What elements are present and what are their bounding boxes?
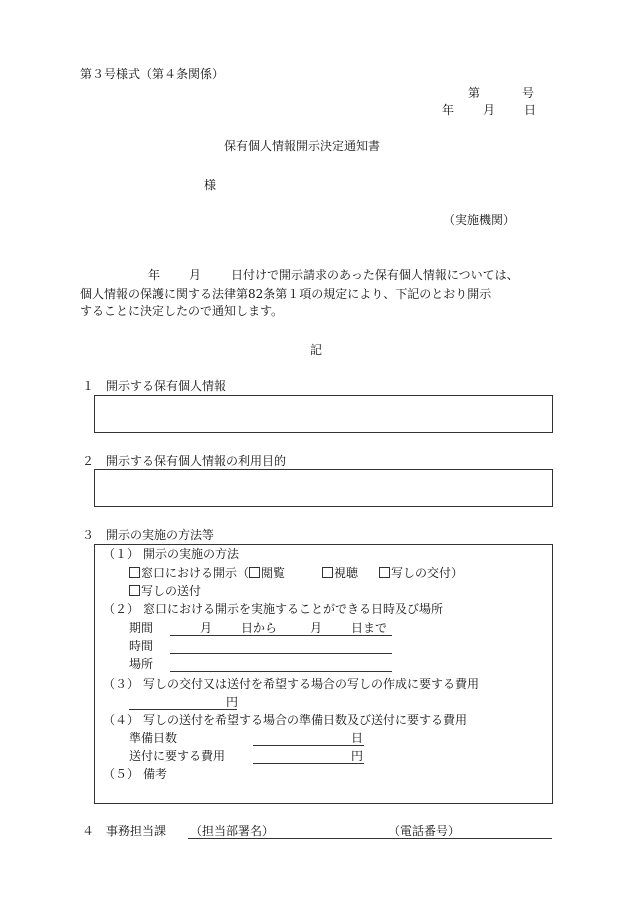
item4-number: （４） xyxy=(103,713,140,727)
option-send xyxy=(129,583,201,599)
copy-fee-yen: 円 xyxy=(226,695,239,709)
contact-underline[interactable] xyxy=(188,838,552,839)
phone-number-label: （電話番号） xyxy=(388,824,461,838)
department-name-label: （担当部署名） xyxy=(190,824,275,838)
prep-days-label: 準備日数 xyxy=(129,731,178,745)
section2-label: 開示する保有個人情報の利用目的 xyxy=(106,454,287,468)
copy-fee-field[interactable] xyxy=(129,709,237,710)
date-day: 日 xyxy=(524,103,537,117)
option-view-label: 閲覧 xyxy=(261,566,286,580)
form-number-label: 第３号様式（第４条関係） xyxy=(80,67,225,81)
document-number-go: 号 xyxy=(522,86,535,100)
body-line2: 個人情報の保護に関する法律第82条第１項の規定により、下記のとおり開示 xyxy=(80,287,492,301)
item3-label: 写しの交付又は送付を希望する場合の写しの作成に要する費用 xyxy=(143,677,480,691)
section4-label: 事務担当課 xyxy=(106,824,167,838)
addressee-sama: 様 xyxy=(204,178,217,192)
checkbox-icon[interactable] xyxy=(129,567,140,578)
option-listen xyxy=(322,565,358,581)
option-window-disclosure xyxy=(129,565,285,581)
period-month1: 月 xyxy=(200,621,213,635)
item1-label: 開示の実施の方法 xyxy=(143,547,240,561)
section2-box xyxy=(94,469,553,507)
section3-number: ３ xyxy=(82,528,95,542)
section4-number: ４ xyxy=(82,824,95,838)
body-line1-rest: 日付けで開示請求のあった保有個人情報については、 xyxy=(231,268,519,282)
checkbox-icon[interactable] xyxy=(249,567,260,578)
item3-number: （３） xyxy=(103,677,140,691)
item1-number: （１） xyxy=(103,547,140,561)
period-day2: 日まで xyxy=(351,621,388,635)
implementing-agency: （実施機関） xyxy=(443,213,516,227)
section1-box xyxy=(94,395,553,433)
section1-number: １ xyxy=(82,379,95,393)
period-month2: 月 xyxy=(310,621,323,635)
item2-number: （２） xyxy=(103,602,140,616)
body-year: 年 xyxy=(148,268,161,282)
time-field[interactable] xyxy=(170,653,392,654)
item4-label: 写しの送付を希望する場合の準備日数及び送付に要する費用 xyxy=(143,713,468,727)
place-label: 場所 xyxy=(129,657,154,671)
option-window-label: 窓口における開示（ xyxy=(141,566,250,580)
item5-label: 備考 xyxy=(143,767,168,781)
option-copy-label: 写しの交付） xyxy=(391,566,464,580)
item5-number: （５） xyxy=(103,767,140,781)
time-label: 時間 xyxy=(129,639,154,653)
option-listen-label: 視聴 xyxy=(334,566,359,580)
shipping-fee-unit: 円 xyxy=(351,749,364,763)
period-underline[interactable] xyxy=(170,635,392,636)
shipping-fee-label: 送付に要する費用 xyxy=(129,749,226,763)
option-send-label: 写しの送付 xyxy=(141,584,202,598)
checkbox-icon[interactable] xyxy=(379,567,390,578)
shipping-fee-field[interactable] xyxy=(253,763,364,764)
document-title: 保有個人情報開示決定通知書 xyxy=(224,139,381,153)
date-month: 月 xyxy=(483,103,496,117)
checkbox-icon[interactable] xyxy=(129,585,140,596)
option-copy xyxy=(379,565,463,581)
document-number-dai: 第 xyxy=(468,86,481,100)
section2-number: ２ xyxy=(82,454,95,468)
body-month: 月 xyxy=(189,268,202,282)
prep-days-field[interactable] xyxy=(253,745,364,746)
place-field[interactable] xyxy=(170,671,392,672)
checkbox-icon[interactable] xyxy=(322,567,333,578)
period-label: 期間 xyxy=(129,621,154,635)
period-day1: 日から xyxy=(241,621,278,635)
item2-label: 窓口における開示を実施することができる日時及び場所 xyxy=(143,602,444,616)
section1-label: 開示する保有個人情報 xyxy=(106,379,227,393)
ki-heading: 記 xyxy=(310,343,323,357)
prep-days-unit: 日 xyxy=(351,731,364,745)
body-line3: することに決定したので通知します。 xyxy=(80,304,284,318)
section3-label: 開示の実施の方法等 xyxy=(106,528,215,542)
date-year: 年 xyxy=(442,103,455,117)
